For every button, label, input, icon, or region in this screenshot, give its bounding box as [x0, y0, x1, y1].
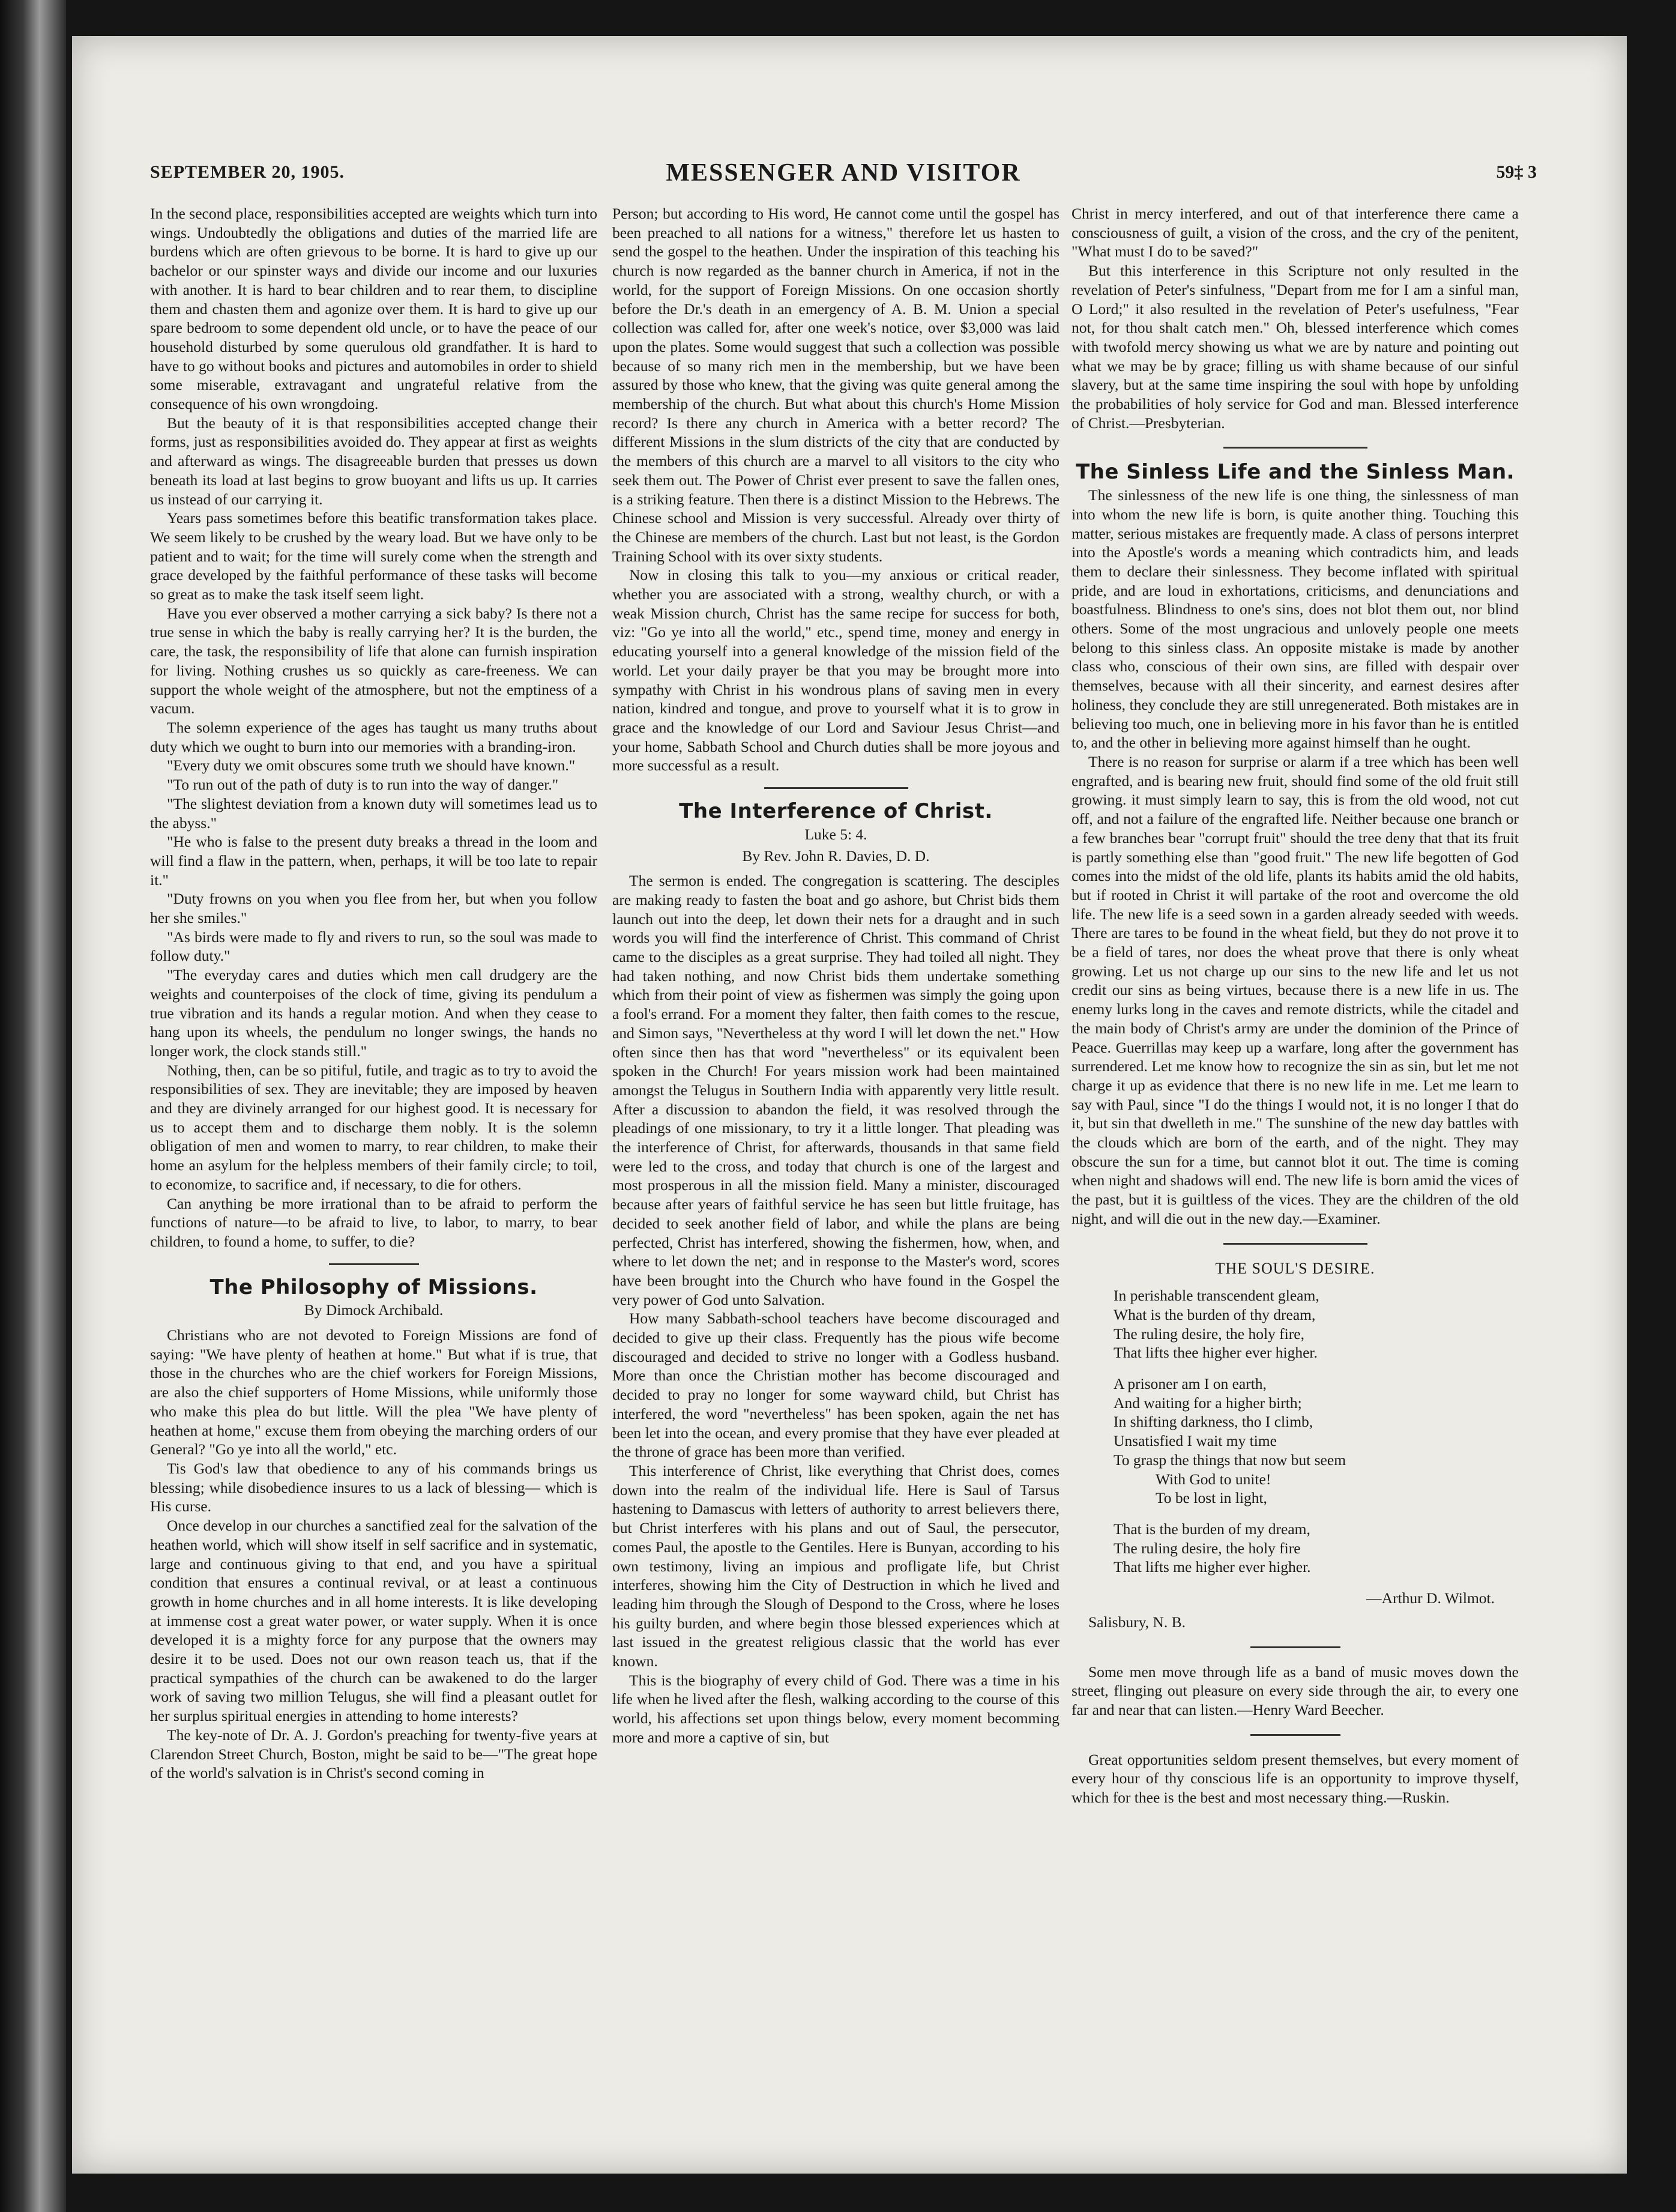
section-divider [329, 1263, 419, 1265]
quote-line: "To run out of the path of duty is to run into the way of danger." [167, 776, 559, 794]
quote-line: "The slightest deviation from a known duty will sometimes lead us to the abyss." [150, 794, 597, 832]
page-header [150, 159, 1537, 192]
poem-line: And waiting for a higher birth; [1114, 1394, 1302, 1412]
paragraph: Person; but according to His word, He cannot come until the gospel has been preached to all nations for a witness," therefore let us hasten to send the gospel to the heathen. Under the inspiration of this teaching his church is now regarded as the banner church in America, if not in the world, for the support of Foreign Missions. On one occasion shortly before the Dr.'s death in an emergency of A. B. M. Union a special collection was called for, after one week's notice, over $3,000 was laid upon the plates. Some would suggest that such a collection was possible because of so many rich men in the membership, but we have been assured by those who knew, that the giving was quite general among the membership of the church. But what about this church's Home Mission record? Is there any church in America with a better record? The different Missions in the slum districts of the city that are conducted by the members of this church are a marvel to all visitors to the city who seek them out. The Power of Christ ever present to save the fallen ones, is a striking feature. Then there is a distinct Mission to the Hebrews. The Chinese school and Mission is very successful. Already over thirty of the Chinese are members of the church. Last but not least, is the Gordon Training School with its over sixty students. [612, 205, 1060, 565]
article-byline: By Dimock Archibald. [304, 1301, 444, 1319]
paragraph: But the beauty of it is that responsibilities accepted change their forms, just as responsibilities avoided do. They appear at first as weights and afterward as wings. The disagreeable burden that presses us down beneath its load at last begins to grow buoyant and lifts us up. It carries us instead of our carrying it. [150, 414, 597, 508]
quote-line: "Every duty we omit obscures some truth we should have known." [167, 757, 576, 775]
poem-place: Salisbury, N. B. [1088, 1613, 1186, 1631]
poem-line: A prisoner am I on earth, [1114, 1375, 1267, 1393]
quote-line: "The everyday cares and duties which men call drudgery are the weights and counterpoises of the clock of time, giving its pendulum a true vibration and its hands a regular motion. And when they cease to hang upon its wheels, the pendulum no longer swings, the hands no longer work, the clock stands still." [150, 966, 597, 1060]
paragraph: In the second place, responsibilities accepted are weights which turn into wings. Undoubtedly the obligations and duties of the married life are burdens which are often grievous to be borne. It is hard to give up our bachelor or our spinster ways and divide our income and our luxuries with another. It is hard to bear children and to rear them, to discipline them and chasten them and agonize over them. It is hard to give up our spare bedroom to some dependent old uncle, or to have the peace of our household disturbed by some querulous old grandfather. It is hard to have to go without books and pictures and automobiles in order to shield some miserable, extravagant and ungrateful relative from the consequence of his own wrongdoing. [150, 205, 597, 413]
paragraph: How many Sabbath-school teachers have become discouraged and decided to give up their class. Frequently has the pious wife become discouraged and decided to strive no longer with a Godless husband. More than once the Christian mother has become discouraged and decided to pray no longer for some wayward child, but Christ has interfered, the word "nevertheless" has been spoken, again the net has been let into the ocean, and every promise that they have ever pleaded at the throne of grace has been more than verified. [612, 1310, 1060, 1461]
paragraph: This interference of Christ, like everything that Christ does, comes down into the realm of the individual life. Here is Saul of Tarsus hastening to Damascus with letters of authority to arrest believers there, but Christ interferes with his plans and out of Saul, the persecutor, comes Paul, the apostle to the Gentiles. Here is Bunyan, according to his own testimony, living an impious and profligate life, but Christ interferes, showing him the City of Destruction in which he lived and leading him through the Slough of Despond to the Cross, where he loses his guilty burden, and where begin those blessed experiences which at last issued in the greatest religious classic that the world has ever known. [612, 1462, 1060, 1670]
paragraph: The solemn experience of the ages has taught us many truths about duty which we ought to burn into our memories with a branding-iron. [150, 718, 597, 755]
section-divider [1250, 1734, 1340, 1736]
binding-gutter [0, 0, 66, 2212]
poem-line: What is the burden of thy dream, [1114, 1305, 1316, 1323]
paragraph: Tis God's law that obedience to any of his commands brings us blessing; while disobedience insures to us a lack of blessing— which is His curse. [150, 1460, 597, 1515]
header-date: SEPTEMBER 20, 1905. [150, 162, 345, 182]
newspaper-page [72, 36, 1627, 2174]
column-2 [612, 204, 1060, 2162]
paragraph: Christians who are not devoted to Foreign Missions are fond of saying: "We have plenty of heathen at home." But what if is true, that those in the churches who are the chief workers for Foreign Missions, are also the chief supporters of Home Missions, while uniformly those who make this plea do but little. Will the plea "We have plenty of heathen at home," excuse them from obeying the marching orders of our General? "Go ye into all the world," etc. [150, 1326, 597, 1458]
paragraph: The sinlessness of the new life is one thing, the sinlessness of man into whom the new life is born, is quite another thing. Touching this matter, serious mistakes are frequently made. A class of persons interpret into the Apostle's words a meaning which contradicts him, and leads them to declare their sinlessness. They become inflated with spiritual pride, and are loud in exhortations, criticisms, and denunciations and boastfulness. Blindness to one's sins, does not blot them out, nor blind others. Some of the most ungracious and unlovely people one meets belong to this sinless class. An opposite mistake is made by another class who, conscious of their own sins, are filled with despair over themselves, because with all their sincerity, and earnest desires after holiness, they conclude they are still unregenerated. Both mistakes are in believing too much, one in believing more in his favor than he is entitled to, and the other in believing more against himself than he ought. [1072, 486, 1519, 752]
poem-line: That is the burden of my dream, [1114, 1520, 1310, 1538]
poem-line: Unsatisfied I wait my time [1114, 1432, 1277, 1450]
paragraph: The key-note of Dr. A. J. Gordon's preaching for twenty-five years at Clarendon Street Church, Boston, might be said to be—"The great hope of the world's salvation is in Christ's second coming in [150, 1726, 597, 1782]
paragraph: The sermon is ended. The congregation is scattering. The desciples are making ready to fasten the boat and go ashore, but Christ bids them launch out into the deep, let down their nets for a draught and in such words you will find the interference of Christ. This command of Christ came to the disciples as a great surprise. They had toiled all night. They had taken nothing, and now Christ bids them undertake something which from their point of view as fishermen was simply the going upon a fool's errand. For a moment they falter, then faith comes to the rescue, and Simon says, "Nevertheless at thy word I will let down the net." How often since then has that word "nevertheless" or its equivalent been spoken in the Church! For years mission work had been maintained amongst the Telugus in Southern India with apparently very little result. After a discussion to abandon the field, it was resolved through the pleadings of one missionary, to try it a little longer. That pleading was the interference of Christ, for afterwards, thousands in that same field were led to the cross, and today that church is one of the largest and most prosperous in all the mission field. Many a minister, discouraged because after years of faithful service he has seen but little fruitage, has decided to seek another field of labor, and while the plans are being perfected, Christ has interfered, showing the fishermen, how, when, and where to let down the net; and in response to the Master's word, scores have been brought into the Church who have found in the Gospel the very power of God unto Salvation. [612, 872, 1060, 1308]
poem-line: That lifts thee higher ever higher. [1114, 1344, 1318, 1362]
poem-stanza [1072, 1520, 1519, 1577]
paragraph: Now in closing this talk to you—my anxious or critical reader, whether you are associated with a strong, wealthy church, or with a weak Mission church, Christ has the same recipe for success for both, viz: "Go ye into all the world," etc., spend time, money and energy in educating yourself into a general knowledge of the mission field of the world. Let your daily prayer be that you may be brought more into sympathy with Christ in his wondrous plans of saving men in every nation, kindred and tongue, and prove to yourself what it is to grow in grace and the knowledge of our Lord and Saviour Jesus Christ—and your home, Sabbath School and Church duties shall be more joyous and more successful as a result. [612, 566, 1060, 775]
poem-line: In perishable transcendent gleam, [1114, 1287, 1319, 1305]
column-3 [1072, 204, 1519, 2162]
poem-line: The ruling desire, the holy fire, [1114, 1325, 1304, 1343]
poem-line: In shifting darkness, tho I climb, [1114, 1413, 1313, 1431]
paragraph: But this interference in this Scripture not only resulted in the revelation of Peter's sinfulness, "Depart from me for I am a sinful man, O Lord;" it also resulted in the revelation of Peter's usefulness, "Fear not, for thou shalt catch men." Oh, blessed interference which comes with twofold mercy showing us what we are by nature and pointing out what we may be by grace; filling us with shame because of our sinful slavery, but at the same time inspiring the soul with hope by unfolding the probabilities of holy service for God and man. Blessed interference of Christ.—Presbyterian. [1072, 262, 1519, 432]
section-divider [1223, 447, 1367, 449]
paragraph: Can anything be more irrational than to be afraid to perform the functions of nature—to be afraid to live, to labor, to marry, to bear children, to found a home, to suffer, to die? [150, 1194, 597, 1250]
section-divider [1250, 1646, 1340, 1648]
poem-stanza [1072, 1374, 1519, 1508]
poem-line: To grasp the things that now but seem [1114, 1451, 1346, 1469]
paragraph: This is the biography of every child of God. There was a time in his life when he lived after the flesh, walking according to the course of this world, his affections set upon things below, every moment becomming more and more a captive of sin, but [612, 1671, 1060, 1746]
article-heading: The Philosophy of Missions. [210, 1275, 538, 1299]
section-divider [1223, 1243, 1367, 1245]
paragraph: There is no reason for surprise or alarm if a tree which has been well engrafted, and is bearing new fruit, should find some of the old fruit still growing. it must simply learn to say, this is from the old wood, not cut off, and not a failure of the engrafted life. Neither because one branch or a few branches bear "corrupt fruit" should the tree deny that that its fruit is partly something else than "good fruit." The new life begotten of God comes into the midst of the old life, plants its habits amid the old habits, but if rooted in Christ it will partake of the root and overcome the old life. The new life is a seed sown in a garden already seeded with weeds. There are tares to be found in the wheat field, but they do not prove it to be a field of tares, nor does the wheat prove that there is only wheat growing. Let us not charge up our sins to the new life and let us not credit our sins as being virtues, because there is a new life in us. The enemy lurks long in the caves and remote districts, while the citadel and the main body of Christ's army are under the dominion of the Prince of Peace. Guerrillas may keep up a warfare, long after the government has surrendered. Let me know how to recognize the sin as sin, but let me not charge it up as evidence that there is no new life in me. Let me learn to say with Paul, since "I do the things I would not, it is no longer I that do it, but sin that dwelleth in me." The sunshine of the new day battles with the clouds which are born of the earth, and of the night. They may obscure the sun for a time, but cannot blot it out. The time is coming when night and shadows will end. The new life is born amid the vices of the past, but it is guiltless of the vices. They are the children of the old night, and will die out in the new day.—Examiner. [1072, 752, 1519, 1227]
poem-stanza [1072, 1286, 1519, 1362]
poem-line: To be lost in light, [1156, 1489, 1267, 1507]
masthead-title: MESSENGER AND VISITOR [666, 159, 1021, 187]
poem-signature: —Arthur D. Wilmot. [1366, 1589, 1495, 1607]
quote-paragraph: Great opportunities seldom present themselves, but every moment of every hour of thy conscious life is an opportunity to improve thyself, which for thee is the best and most necessary thing.—Ruskin. [1072, 1750, 1519, 1807]
section-divider [764, 787, 908, 789]
poem-line: The ruling desire, the holy fire [1114, 1539, 1301, 1557]
paragraph: Once develop in our churches a sanctified zeal for the salvation of the heathen world, which will show itself in self sacrifice and in systematic, large and continuous giving to that end, and you have a spiritual condition that ensures a continual revival, or at least a continuous growth in home churches and in all home interests. It is like developing at immense cost a great water power, or water supply. When it is once developed it is a mighty force for any purpose that the owners may desire it to be used. Does not our own reason teach us, that if the practical sympathies of the church can be awakened to do the larger work of saving two million Telugus, she will find a pleasant outlet for her surplus spiritual energies in attending to home interests? [150, 1517, 597, 1725]
poem-line: That lifts me higher ever higher. [1114, 1558, 1311, 1576]
quote-line: "He who is false to the present duty breaks a thread in the loom and will find a flaw in the pattern, when, perhaps, it will be too late to repair it." [150, 833, 597, 889]
article-heading: The Interference of Christ. [679, 799, 993, 824]
scripture-reference: Luke 5: 4. [804, 825, 867, 843]
quote-line: "Duty frowns on you when you flee from her, but when you follow her she smiles." [150, 890, 597, 927]
poem-title: THE SOUL'S DESIRE. [1215, 1259, 1375, 1277]
column-1 [150, 204, 597, 2162]
paragraph: Christ in mercy interfered, and out of that interference there came a consciousness of guilt, a vision of the cross, and the cry of the penitent, "What must I do to be saved?" [1072, 205, 1519, 261]
paragraph: Nothing, then, can be so pitiful, futile, and tragic as to try to avoid the responsibilities of sex. They are inevitable; they are imposed by heaven and they are divinely arranged for our highest good. It is necessary for us to accept them and to discharge them nobly. It is the solemn obligation of men and women to marry, to rear children, to make their home an asylum for the helpless members of their family circle; to toil, to economize, to sacrifice and, if necessary, to die for others. [150, 1061, 597, 1193]
article-heading: The Sinless Life and the Sinless Man. [1075, 460, 1515, 485]
quote-line: "As birds were made to fly and rivers to run, so the soul was made to follow duty." [150, 928, 597, 965]
page-number: 59‡ 3 [1496, 162, 1537, 182]
paragraph: Years pass sometimes before this beatific transformation takes place. We seem likely to be crushed by the weary load. But we have only to be patient and to wait; for the time will surely come when the strength and grace developed by the faithful performance of these tasks will become so great as to make the task itself seem light. [150, 509, 597, 603]
paragraph: Have you ever observed a mother carrying a sick baby? Is there not a true sense in which the baby is really carrying her? It is the burden, the care, the task, the responsibility of life that alone can furnish inspiration for living. Nothing crushes us so quickly as care-freeness. We can support the whole weight of the atmosphere, but not the emptiness of a vacum. [150, 604, 597, 718]
poem-line: With God to unite! [1156, 1470, 1271, 1488]
quote-paragraph: Some men move through life as a band of music moves down the street, flinging out pleasure on every side through the air, to every one far and near that can listen.—Henry Ward Beecher. [1072, 1663, 1519, 1718]
article-byline: By Rev. John R. Davies, D. D. [742, 847, 930, 865]
